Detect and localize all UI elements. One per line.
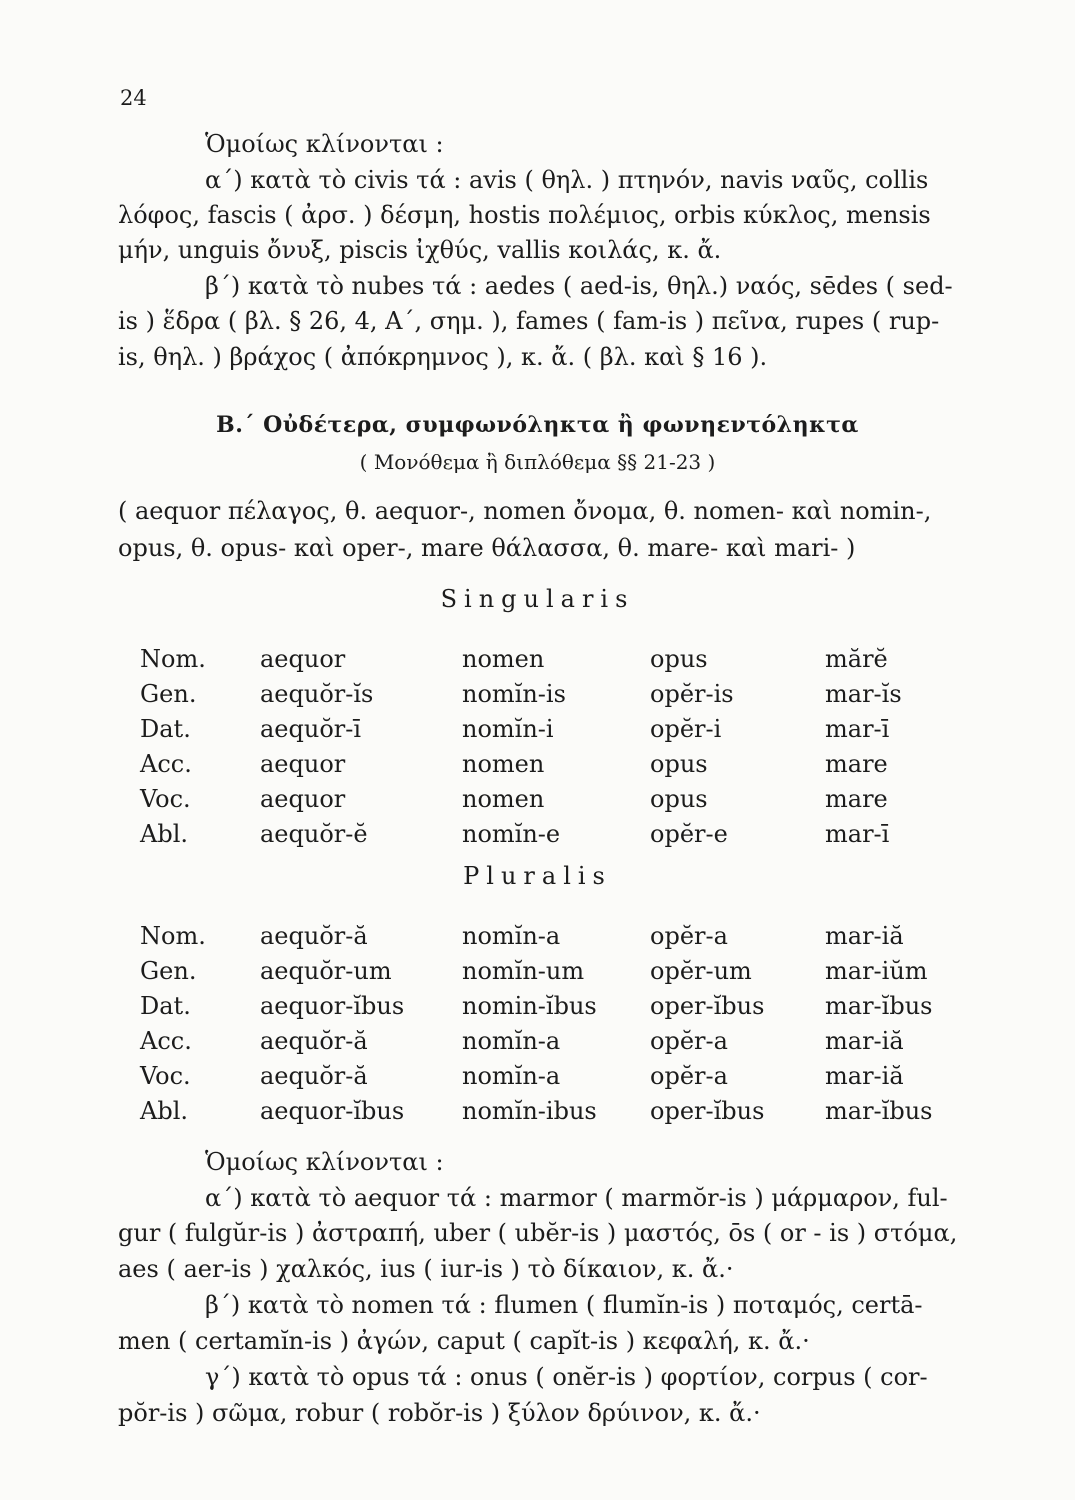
opus-form: opĕr-um (650, 957, 752, 985)
aequor-form: aequor-ĭbus (260, 992, 405, 1020)
mare-form: mare (825, 785, 888, 813)
case-label: Nom. (140, 922, 206, 950)
nomen-form: nomĭn-ibus (462, 1097, 597, 1125)
mare-form: mar-ĭbus (825, 1097, 933, 1125)
intro1-line: α΄) κατὰ τὸ civis τά : avis ( θηλ. ) πτηνόν, navis ναῦς, collis (205, 166, 929, 194)
nomen-form: nomin-ĭbus (462, 992, 597, 1020)
nomen-form: nomĭn-a (462, 922, 561, 950)
mare-form: mar-iŭm (825, 957, 928, 985)
mare-form: mar-ĭbus (825, 992, 933, 1020)
aequor-form: aequor (260, 645, 346, 673)
aequor-form: aequor-ĭbus (260, 1097, 405, 1125)
aequor-form: aequŏr-ĭs (260, 680, 374, 708)
section-line: opus, θ. opus- καὶ oper-, mare θάλασσα, θ. mare- καὶ mari- ) (118, 534, 856, 562)
mare-form: mare (825, 750, 888, 778)
intro1-heading: Ὁμοίως κλίνονται : (205, 130, 444, 158)
nomen-form: nomen (462, 785, 545, 813)
case-label: Acc. (140, 1027, 192, 1055)
section-heading: Β.΄ Οὐδέτερα, συμφωνόληκτα ἢ φωνηεντόληκτα (216, 412, 859, 438)
case-label: Dat. (140, 715, 191, 743)
opus-form: oper-ĭbus (650, 992, 765, 1020)
opus-form: opĕr-a (650, 1062, 728, 1090)
aequor-form: aequŏr-um (260, 957, 392, 985)
opus-form: oper-ĭbus (650, 1097, 765, 1125)
intro2-line: aes ( aer-is ) χαλκός, ius ( iur-is ) τὸ δίκαιον, κ. ἄ.· (118, 1255, 734, 1283)
intro2-heading: Ὁμοίως κλίνονται : (205, 1148, 444, 1176)
case-label: Acc. (140, 750, 192, 778)
case-label: Gen. (140, 957, 197, 985)
intro2-line: men ( certamĭn-is ) ἀγών, caput ( capĭt-is ) κεφαλή, κ. ἄ.· (118, 1327, 810, 1355)
mare-form: mărĕ (825, 645, 888, 673)
nomen-form: nomĭn-is (462, 680, 566, 708)
nomen-form: nomĭn-a (462, 1027, 561, 1055)
nomen-form: nomĭn-a (462, 1062, 561, 1090)
case-label: Nom. (140, 645, 206, 673)
nomen-form: nomĭn-i (462, 715, 554, 743)
mare-form: mar-ĭs (825, 680, 902, 708)
opus-form: opus (650, 785, 708, 813)
mare-form: mar-ī (825, 715, 890, 743)
mare-form: mar-iă (825, 1062, 904, 1090)
opus-form: opĕr-a (650, 922, 728, 950)
intro2-line: gur ( fulgŭr-is ) ἀστραπή, uber ( ubĕr-is ) μαστός, ōs ( or - is ) στόμα, (118, 1219, 958, 1247)
case-label: Gen. (140, 680, 197, 708)
intro1-line: λόφος, fascis ( ἀρσ. ) δέσμη, hostis πολέμιος, orbis κύκλος, mensis (118, 201, 931, 229)
mare-form: mar-iă (825, 922, 904, 950)
intro1-line: μήν, unguis ὄνυξ, piscis ἰχθύς, vallis κοιλάς, κ. ἄ. (118, 236, 722, 264)
section-line: ( aequor πέλαγος, θ. aequor-, nomen ὄνομα, θ. nomen- καὶ nomin-, (118, 497, 932, 525)
opus-form: opus (650, 750, 708, 778)
case-label: Dat. (140, 992, 191, 1020)
intro2-line: γ΄) κατὰ τὸ opus τά : onus ( onĕr-is ) φορτίον, corpus ( cor- (205, 1363, 928, 1391)
opus-form: opĕr-is (650, 680, 734, 708)
intro1-line: is ) ἕδρα ( βλ. § 26, 4, Α΄, σημ. ), fames ( fam-is ) πεῖνα, rupes ( rup- (118, 307, 940, 335)
case-label: Abl. (140, 820, 188, 848)
aequor-form: aequŏr-ă (260, 1027, 368, 1055)
opus-form: opĕr-e (650, 820, 728, 848)
opus-form: opus (650, 645, 708, 673)
section-subheading: ( Μονόθεμα ἢ διπλόθεμα §§ 21-23 ) (359, 450, 716, 474)
page-number: 24 (120, 86, 147, 110)
aequor-form: aequor (260, 785, 346, 813)
mare-form: mar-ī (825, 820, 890, 848)
case-label: Abl. (140, 1097, 188, 1125)
opus-form: opĕr-i (650, 715, 722, 743)
intro2-line: pŏr-is ) σῶμα, robur ( robŏr-is ) ξύλον δρύινον, κ. ἄ.· (118, 1399, 761, 1427)
case-label: Voc. (140, 1062, 191, 1090)
intro1-line: β΄) κατὰ τὸ nubes τά : aedes ( aed-is, θηλ.) ναός, sēdes ( sed- (205, 272, 953, 300)
intro2-line: β΄) κατὰ τὸ nomen τά : flumen ( flumĭn-is ) ποταμός, certā- (205, 1291, 923, 1319)
intro1-line: is, θηλ. ) βράχος ( ἀπόκρημνος ), κ. ἄ. ( βλ. καὶ § 16 ). (118, 343, 768, 371)
singularis-title: Singularis (440, 585, 635, 613)
pluralis-title: Pluralis (463, 862, 612, 890)
nomen-form: nomĭn-um (462, 957, 585, 985)
mare-form: mar-iă (825, 1027, 904, 1055)
case-label: Voc. (140, 785, 191, 813)
nomen-form: nomen (462, 645, 545, 673)
nomen-form: nomĭn-e (462, 820, 561, 848)
opus-form: opĕr-a (650, 1027, 728, 1055)
aequor-form: aequŏr-ă (260, 1062, 368, 1090)
aequor-form: aequŏr-ă (260, 922, 368, 950)
aequor-form: aequŏr-ī (260, 715, 362, 743)
aequor-form: aequor (260, 750, 346, 778)
aequor-form: aequŏr-ĕ (260, 820, 368, 848)
nomen-form: nomen (462, 750, 545, 778)
intro2-line: α΄) κατὰ τὸ aequor τά : marmor ( marmŏr-is ) μάρμαρον, ful- (205, 1184, 948, 1212)
